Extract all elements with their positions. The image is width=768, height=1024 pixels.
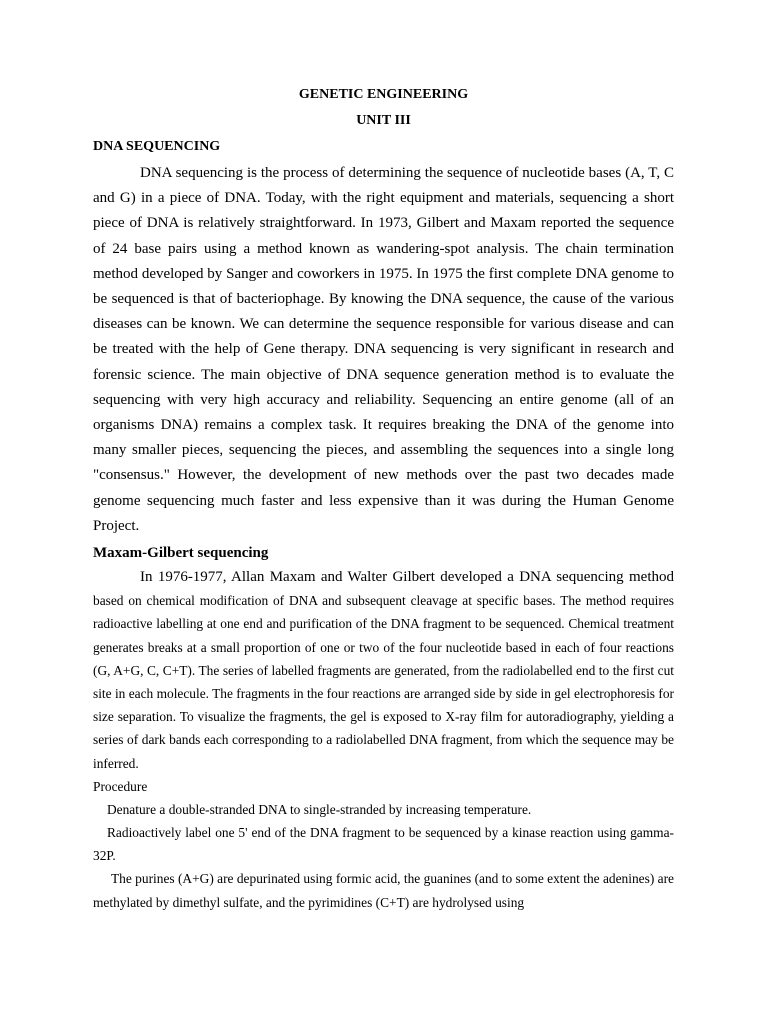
maxam-paragraph: [93, 565, 674, 775]
document-title: GENETIC ENGINEERING: [298, 87, 469, 102]
intro-paragraph: DNA sequencing is the process of determining the sequence of nucleotide bases (A, T, C and G) in a piece of DNA. Today, with the right equipment and materials, sequencing a short piece of DNA is relatively straightforward. In 1973, Gilbert and Maxam reported the sequence of 24 base pairs using a method known as wandering-spot analysis. The chain termination method developed by Sanger and coworkers in 1975. In 1975 the first complete DNA genome to be sequenced is that of bacteriophage. By knowing the DNA sequence, the cause of the various diseases can be known. We can determine the sequence responsible for various disease and can be treated with the help of Gene therapy. DNA sequencing is very significant in research and forensic science. The main objective of DNA sequence generation method is to evaluate the sequencing with very high accuracy and reliability. Sequencing an entire genome (all of an organisms DNA) remains a complex task. It requires breaking the DNA of the genome into many smaller pieces, sequencing the pieces, and assembling the sequences into a single long "consensus." However, the development of new methods over the past two decades made genome sequencing much faster and less expensive than it was during the Human Genome Project.: [93, 165, 674, 534]
unit-label: UNIT III: [356, 113, 411, 128]
procedure-step: Denature a double-stranded DNA to single-stranded by increasing temperature.: [107, 801, 532, 817]
document-page: [93, 85, 674, 914]
maxam-paragraph-first-line: In 1976-1977, Allan Maxam and Walter Gilbert developed a DNA sequencing method: [140, 569, 674, 586]
maxam-paragraph-body: based on chemical modification of DNA and subsequent cleavage at specific bases. The method requires radioactive labelling at one end and purification of the DNA fragment to be sequenced. Chemical treatment generates breaks at a small proportion of one or two of the four nucleotide based in each of four reactions (G, A+G, C, C+T). The series of labelled fragments are generated, from the radiolabelled end to the first cut site in each molecule. The fragments in the four reactions are arranged side by side in gel electrophoresis for size separation. To visualize the fragments, the gel is exposed to X-ray film for autoradiography, yielding a series of dark bands each corresponding to a radiolabelled DNA fragment, from which the sequence may be inferred.: [93, 593, 674, 771]
procedure-step: The purines (A+G) are depurinated using formic acid, the guanines (and to some extent the adenines) are methylated by dimethyl sulfate, and the pyrimidines (C+T) are hydrolysed using: [93, 871, 674, 910]
procedure-step: Radioactively label one 5' end of the DNA fragment to be sequenced by a kinase reaction using gamma-32P.: [93, 825, 674, 864]
section-heading-dna-sequencing: DNA SEQUENCING: [93, 139, 221, 154]
maxam-gilbert-heading: Maxam-Gilbert sequencing: [93, 545, 269, 562]
procedure-label: Procedure: [93, 778, 148, 794]
